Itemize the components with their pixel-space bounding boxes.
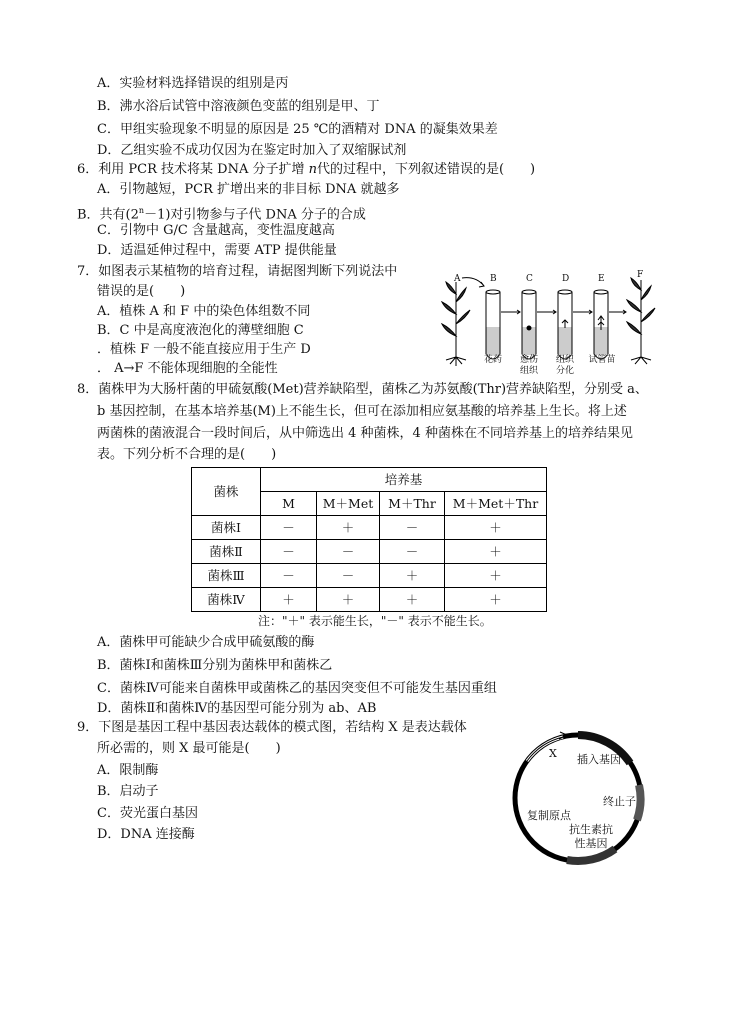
fig-letter-b: B xyxy=(490,274,497,284)
q9-option-b: B．启动子 xyxy=(97,784,159,799)
table-row xyxy=(192,564,547,588)
table-cell: ＋ xyxy=(445,540,547,564)
q7-option-a: A．植株 A 和 F 中的染色体组数不同 xyxy=(97,304,311,319)
header-medium: 培养基 xyxy=(261,468,547,492)
q5-option-a: A．实验材料选择错误的组别是丙 xyxy=(97,76,289,91)
table-cell: ＋ xyxy=(261,588,317,612)
table-cell: ＋ xyxy=(380,588,445,612)
plant-culture-drawing xyxy=(436,272,668,372)
q6-option-d: D．适温延伸过程中，需要 ATP 提供能量 xyxy=(97,243,337,258)
caption-anther xyxy=(482,355,504,366)
q8-stem-line2: b 基因控制，在基本培养基(M)上不能生长，但可在添加相应氨基酸的培养基上生长。将上述 xyxy=(97,404,627,419)
table-note: 注："＋" 表示能生长，"－" 表示不能生长。 xyxy=(258,614,492,628)
label-resistance-gene xyxy=(569,823,613,851)
q6-b-post: －1)对引物参与子代 DNA 分子的合成 xyxy=(144,207,366,223)
q9-option-a: A．限制酶 xyxy=(97,763,159,778)
q8-option-d: D．菌株Ⅱ和菌株Ⅳ的基因型可能分别为 ab、AB xyxy=(97,701,377,716)
label-terminator: 终止子 xyxy=(603,795,636,808)
q8-option-b: B．菌株Ⅰ和菌株Ⅲ分别为菌株甲和菌株乙 xyxy=(97,658,333,673)
q7-stem-line2: 错误的是( ) xyxy=(97,284,186,299)
table-cell: － xyxy=(261,516,317,540)
q8-stem-line4: 表。下列分析不合理的是( ) xyxy=(97,447,277,462)
table-cell: － xyxy=(317,564,380,588)
caption-callus xyxy=(518,355,540,377)
culture-results-table xyxy=(191,467,547,612)
fig-letter-f: F xyxy=(637,270,644,280)
q9-option-d: D．DNA 连接酶 xyxy=(97,827,195,842)
table-cell: － xyxy=(261,564,317,588)
caption-seedling xyxy=(584,355,620,366)
fig-letter-c: C xyxy=(526,274,533,284)
table-cell: － xyxy=(317,540,380,564)
fig-letter-a: A xyxy=(454,274,461,284)
q6-option-b xyxy=(77,202,366,224)
table-row xyxy=(192,588,547,612)
fig-letter-d: D xyxy=(562,274,570,284)
table-cell: ＋ xyxy=(317,588,380,612)
table-cell: ＋ xyxy=(445,588,547,612)
col-header-m-met: M＋Met xyxy=(317,492,380,516)
caption-anther-line1: 花药 xyxy=(483,355,502,365)
table-cell: ＋ xyxy=(445,564,547,588)
q9-option-c: C．荧光蛋白基因 xyxy=(97,806,198,821)
q7-stem-line1: 7．如图表示某植物的培育过程，请据图判断下列说法中 xyxy=(77,264,398,279)
caption-seedling-line1: 试管苗 xyxy=(588,355,616,365)
q6-stem-pre: 6．利用 PCR 技术将某 DNA 分子扩增 xyxy=(77,162,309,177)
q5-option-b: B．沸水浴后试管中溶液颜色变蓝的组别是甲、丁 xyxy=(97,99,380,114)
q5-option-c: C．甲组实验现象不明显的原因是 25 ℃的酒精对 DNA 的凝集效果差 xyxy=(97,122,498,137)
q6-stem xyxy=(77,161,535,179)
header-strain: 菌株 xyxy=(192,468,261,516)
table-header-row xyxy=(192,468,547,492)
table-cell: ＋ xyxy=(445,516,547,540)
caption-differentiation-line2: 分化 xyxy=(555,366,574,376)
col-header-m-thr: M＋Thr xyxy=(380,492,445,516)
table-cell: ＋ xyxy=(380,564,445,588)
q6-stem-n: n xyxy=(308,162,317,177)
q6-option-a: A．引物越短，PCR 扩增出来的非目标 DNA 就越多 xyxy=(97,182,400,197)
col-header-m: M xyxy=(261,492,317,516)
table-cell: － xyxy=(380,516,445,540)
q7-option-c: ．植株 F 一般不能直接应用于生产 D xyxy=(97,342,311,357)
test-tubes xyxy=(486,290,626,359)
q9-stem-line2: 所必需的，则 X 最可能是( ) xyxy=(97,741,281,756)
q6-option-c: C．引物中 G/C 含量越高，变性温度越高 xyxy=(97,223,335,238)
q6-b-sup: n xyxy=(138,206,145,215)
caption-differentiation xyxy=(554,355,576,377)
plant-culture-figure xyxy=(436,270,668,376)
q9-stem-line1: 9．下图是基因工程中基因表达载体的模式图，若结构 X 是表达载体 xyxy=(77,720,467,735)
q8-stem-line3: 两菌株的菌液混合一段时间后，从中筛选出 4 种菌株，4 种菌株在不同培养基上的培养结果见 xyxy=(97,426,633,441)
q7-option-d: ． A→F 不能体现细胞的全能性 xyxy=(97,361,278,376)
plant-f-icon xyxy=(627,278,655,364)
q5-option-d: D．乙组实验不成功仅因为在鉴定时加入了双缩脲试剂 xyxy=(97,143,407,158)
q8-stem-line1: 8．菌株甲为大肠杆菌的甲硫氨酸(Met)营养缺陷型，菌株乙为苏氨酸(Thr)营养缺陷型，分别受 a、 xyxy=(77,382,648,397)
q6-b-pre: B．共有(2 xyxy=(77,207,139,223)
label-resistance-line2: 性基因 xyxy=(574,837,608,850)
fig-letter-e: E xyxy=(598,274,605,284)
expression-vector-diagram xyxy=(505,725,651,871)
caption-callus-line2: 组织 xyxy=(519,366,538,376)
label-resistance-line1: 抗生素抗 xyxy=(569,823,613,836)
table-cell: ＋ xyxy=(317,516,380,540)
caption-callus-line1: 愈伤 xyxy=(519,355,538,365)
table-row xyxy=(192,516,547,540)
q8-option-c: C．菌株Ⅳ可能来自菌株甲或菌株乙的基因突变但不可能发生基因重组 xyxy=(97,681,497,696)
label-insert-gene: 插入基因 xyxy=(577,753,621,766)
label-x: X xyxy=(549,747,557,760)
row-label: 菌株Ⅰ xyxy=(192,516,261,540)
row-label: 菌株Ⅳ xyxy=(192,588,261,612)
table-cell: － xyxy=(380,540,445,564)
plant-a-icon xyxy=(442,278,484,366)
label-origin: 复制原点 xyxy=(527,809,571,822)
table-row xyxy=(192,540,547,564)
row-label: 菌株Ⅲ xyxy=(192,564,261,588)
caption-differentiation-line1: 组织 xyxy=(555,355,574,365)
table-cell: － xyxy=(261,540,317,564)
row-label: 菌株Ⅱ xyxy=(192,540,261,564)
q6-stem-post: 代的过程中，下列叙述错误的是( ) xyxy=(316,162,536,177)
col-header-m-met-thr: M＋Met＋Thr xyxy=(445,492,547,516)
q8-option-a: A．菌株甲可能缺少合成甲硫氨酸的酶 xyxy=(97,635,315,650)
q7-option-b: B．C 中是高度液泡化的薄壁细胞 C xyxy=(97,323,304,338)
